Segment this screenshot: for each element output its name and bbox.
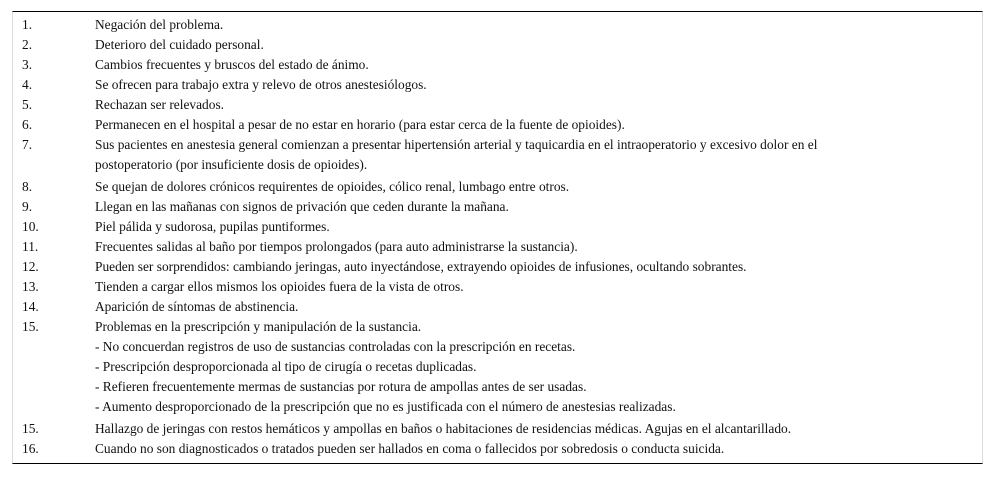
row-number: 7.: [22, 137, 33, 152]
row-line: Deterioro del cuidado personal.: [95, 37, 264, 52]
row-text: [95, 95, 982, 115]
row-line: Negación del problema.: [95, 17, 224, 32]
row-number: 10.: [22, 219, 39, 234]
row-number: 2.: [22, 37, 33, 52]
row-number: 12.: [22, 259, 39, 274]
table-row: [13, 217, 982, 237]
row-text: [95, 439, 982, 459]
row-text: [95, 135, 982, 177]
row-line: Hallazgo de jeringas con restos hemáticos y ampollas en baños o habitaciones de residencias médicas. Agujas en el alcantarillado.: [95, 421, 792, 436]
table-row: [13, 115, 982, 135]
row-number: 3.: [22, 57, 33, 72]
row-text: [95, 217, 982, 237]
row-number: 4.: [22, 77, 33, 92]
signs-table: [13, 15, 982, 459]
row-line: Piel pálida y sudorosa, pupilas puntiformes.: [95, 219, 330, 234]
row-text: [95, 115, 982, 135]
row-line: Pueden ser sorprendidos: cambiando jeringas, auto inyectándose, extrayendo opioides de infusiones, ocultando sobrantes.: [95, 259, 747, 274]
row-number: 14.: [22, 299, 39, 314]
row-number: 5.: [22, 97, 33, 112]
table-row: [13, 95, 982, 115]
row-number: 9.: [22, 199, 33, 214]
row-number: 15.: [22, 319, 39, 334]
table-row: [13, 257, 982, 277]
table-row: [13, 197, 982, 217]
row-number: 15.: [22, 421, 39, 436]
table-row: [13, 237, 982, 257]
row-text: [95, 197, 982, 217]
table-row: [13, 75, 982, 95]
row-number: 6.: [22, 117, 33, 132]
row-text: [95, 317, 982, 419]
table-row: [13, 439, 982, 459]
row-text: [95, 15, 982, 35]
table-row: [13, 55, 982, 75]
row-text: [95, 55, 982, 75]
row-line: Cambios frecuentes y bruscos del estado de ánimo.: [95, 57, 369, 72]
row-line: Sus pacientes en anestesia general comienzan a presentar hipertensión arterial y taquicardia en el intraoperatorio y excesivo dolor en el: [95, 137, 818, 152]
table-row: [13, 297, 982, 317]
row-text: [95, 257, 982, 277]
row-subline: - Refieren frecuentemente mermas de sustancias por rotura de ampollas antes de ser usadas.: [95, 379, 587, 394]
table-row: [13, 277, 982, 297]
row-text: [95, 419, 982, 439]
table-row: [13, 135, 982, 177]
row-text: [95, 277, 982, 297]
table-row: [13, 15, 982, 35]
row-subline: - No concuerdan registros de uso de sustancias controladas con la prescripción en recetas.: [95, 339, 576, 354]
row-line: Se ofrecen para trabajo extra y relevo de otros anestesiólogos.: [95, 77, 427, 92]
row-text: [95, 75, 982, 95]
row-line: Permanecen en el hospital a pesar de no estar en horario (para estar cerca de la fuente de opioides).: [95, 117, 625, 132]
row-line: Llegan en las mañanas con signos de privación que ceden durante la mañana.: [95, 199, 509, 214]
table-row: [13, 317, 982, 419]
row-number: 1.: [22, 17, 33, 32]
row-number: 8.: [22, 179, 33, 194]
row-number: 13.: [22, 279, 39, 294]
row-line: Aparición de síntomas de abstinencia.: [95, 299, 299, 314]
row-number: 16.: [22, 441, 39, 456]
signs-table-container: [12, 11, 983, 464]
row-text: [95, 297, 982, 317]
row-text: [95, 177, 982, 197]
row-subline: postoperatorio (por insuficiente dosis de opioides).: [95, 157, 368, 172]
signs-table-body: [13, 15, 982, 459]
row-subline: - Prescripción desproporcionada al tipo de cirugía o recetas duplicadas.: [95, 359, 477, 374]
table-row: [13, 419, 982, 439]
row-subline: - Aumento desproporcionado de la prescripción que no es justificada con el número de anestesias realizadas.: [95, 399, 676, 414]
row-line: Tienden a cargar ellos mismos los opioides fuera de la vista de otros.: [95, 279, 464, 294]
row-text: [95, 35, 982, 55]
table-row: [13, 177, 982, 197]
row-number: 11.: [22, 239, 39, 254]
row-text: [95, 237, 982, 257]
row-line: Rechazan ser relevados.: [95, 97, 225, 112]
row-line: Frecuentes salidas al baño por tiempos prolongados (para auto administrarse la sustancia).: [95, 239, 578, 254]
row-line: Se quejan de dolores crónicos requirentes de opioides, cólico renal, lumbago entre otros.: [95, 179, 570, 194]
row-line: Cuando no son diagnosticados o tratados pueden ser hallados en coma o fallecidos por sobredosis o conducta suicida.: [95, 441, 725, 456]
row-line: Problemas en la prescripción y manipulación de la sustancia.: [95, 319, 422, 334]
table-row: [13, 35, 982, 55]
